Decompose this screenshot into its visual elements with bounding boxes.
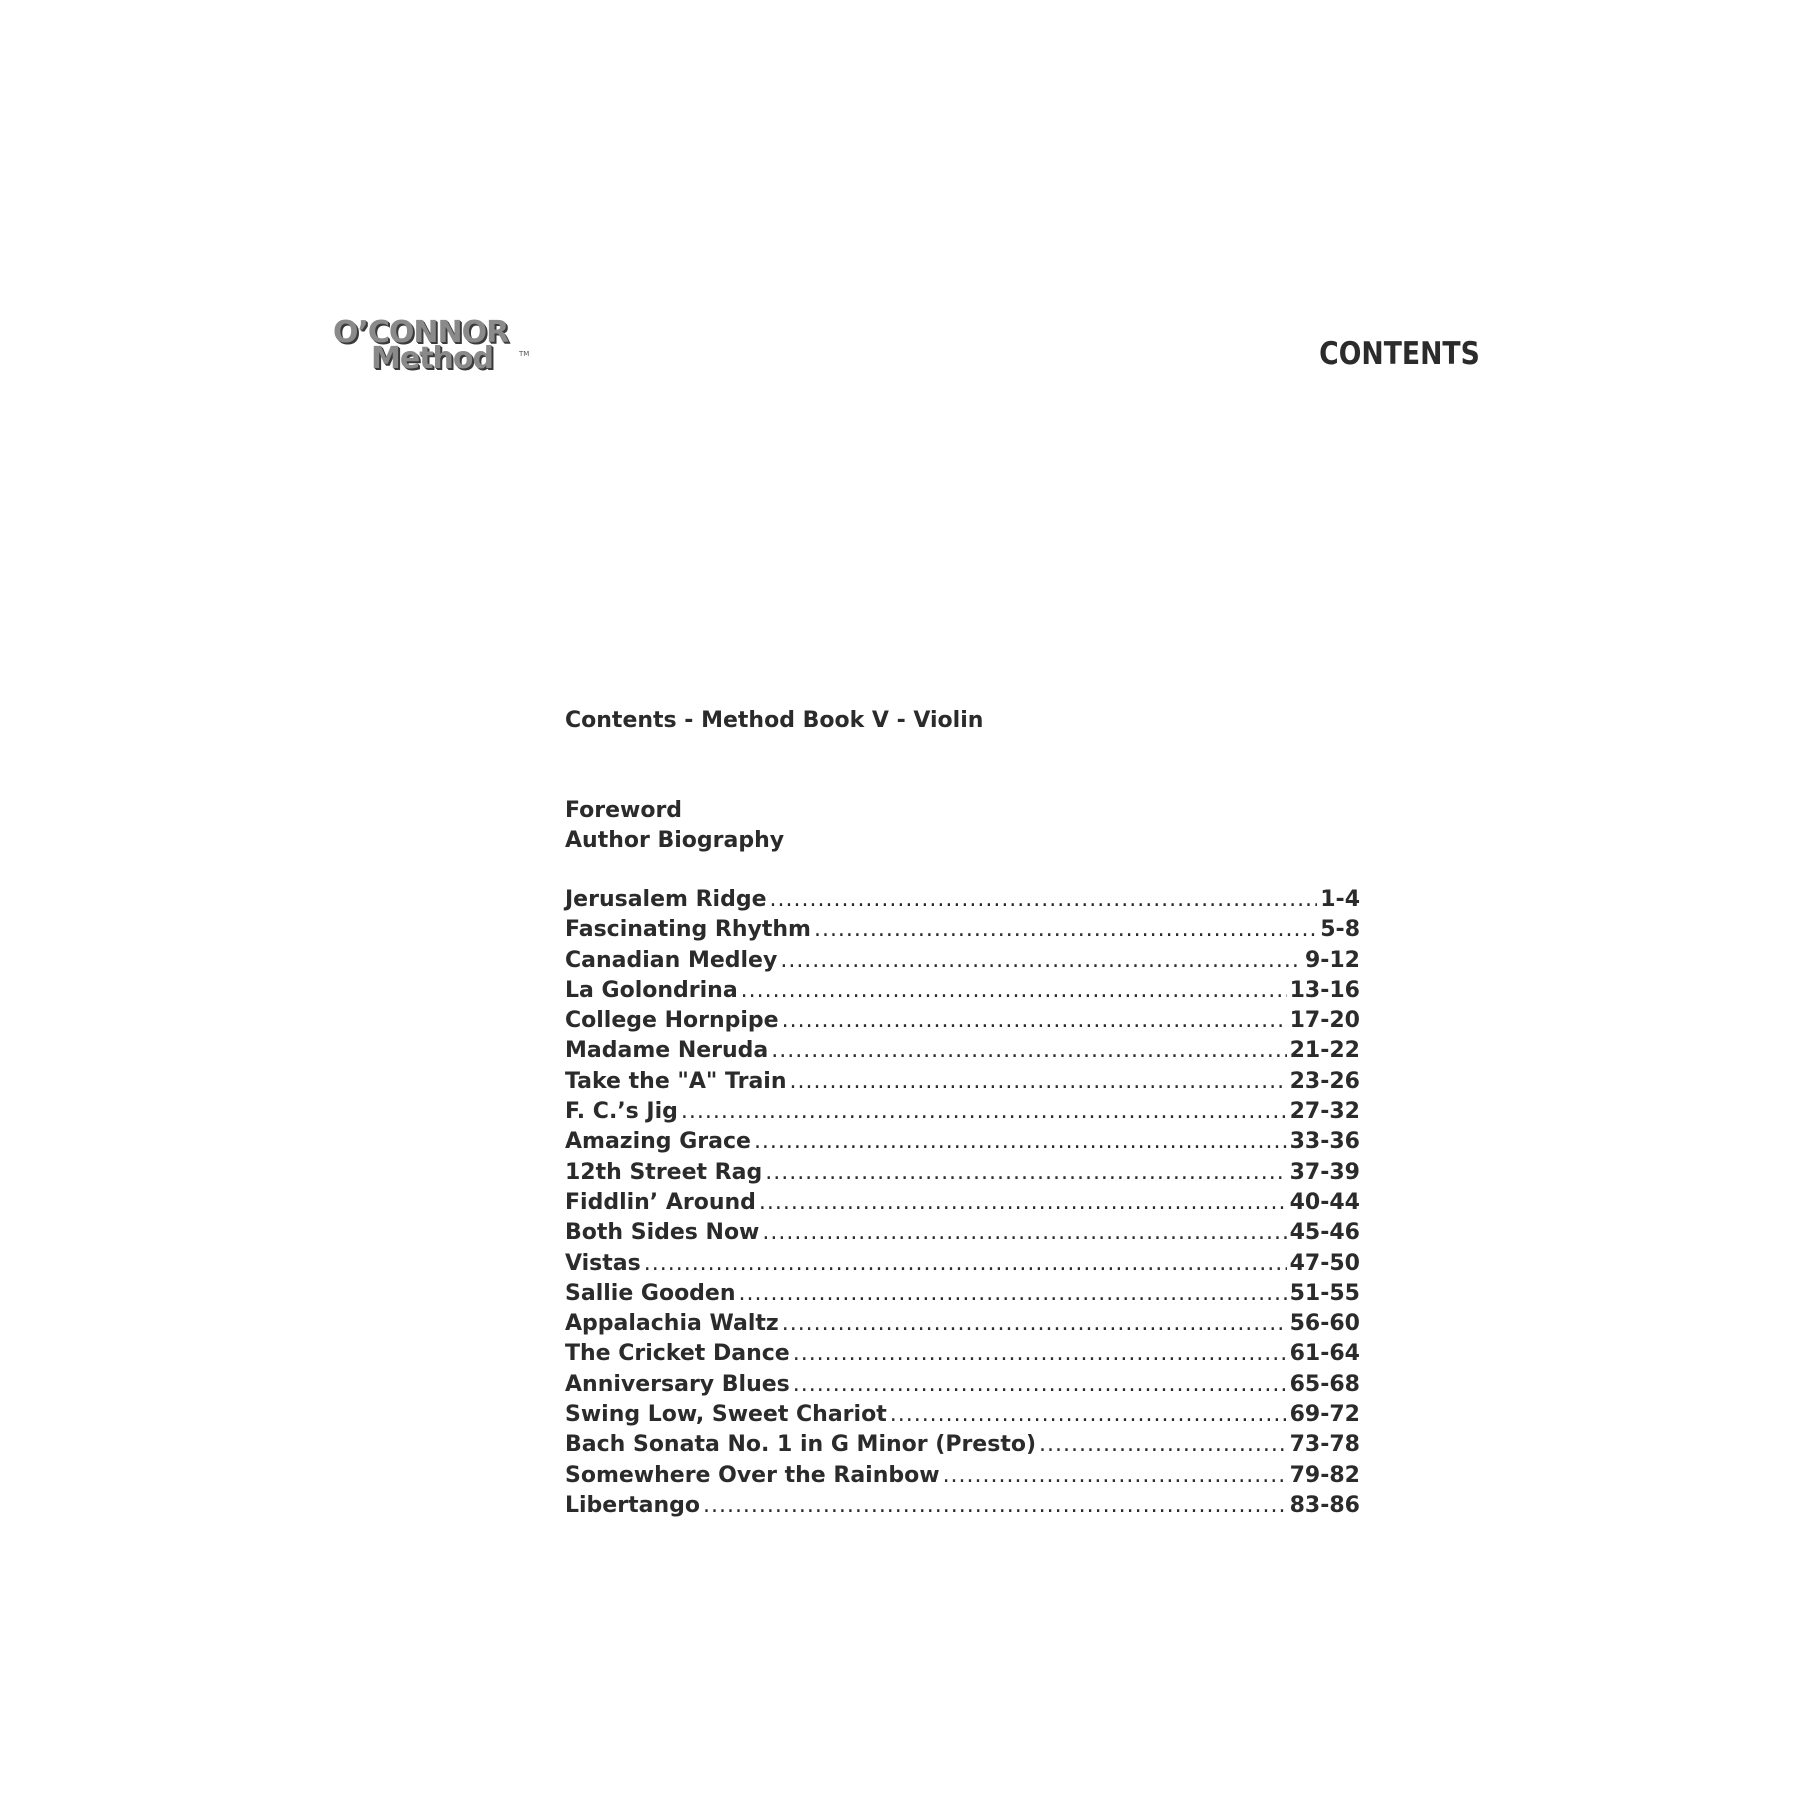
dot-leader (780, 946, 1302, 976)
toc-entry-title: Sallie Gooden (565, 1280, 736, 1306)
toc-entry (565, 1218, 1360, 1248)
toc-entry-title: Somewhere Over the Rainbow (565, 1462, 940, 1488)
dot-leader (793, 1370, 1287, 1400)
toc-entry-title: Both Sides Now (565, 1220, 760, 1246)
toc-entry-pages: 21-22 (1289, 1038, 1360, 1064)
toc-entry-pages: 33-36 (1289, 1129, 1360, 1155)
dot-leader (754, 1127, 1287, 1157)
toc-entry-pages: 13-16 (1289, 977, 1360, 1003)
dot-leader (739, 1279, 1287, 1309)
dot-leader (765, 1158, 1286, 1188)
toc-entry-pages: 23-26 (1289, 1068, 1360, 1094)
toc-entry (565, 885, 1360, 915)
toc-entry-list (565, 885, 1360, 1521)
toc-entry-title: Fascinating Rhythm (565, 917, 811, 943)
toc-entry-title: Jerusalem Ridge (565, 887, 767, 912)
toc-entry (565, 1097, 1360, 1127)
toc-entry (565, 1006, 1360, 1036)
dot-leader (782, 1309, 1287, 1339)
toc-entry-pages: 61-64 (1289, 1341, 1360, 1367)
toc-entry-title: Swing Low, Sweet Chariot (565, 1402, 887, 1428)
dot-leader (1039, 1430, 1287, 1460)
logo-trademark: TM (519, 350, 530, 358)
dot-leader (793, 1339, 1287, 1369)
toc-entry (565, 1339, 1360, 1369)
toc-entry (565, 915, 1360, 945)
toc-entry (565, 1370, 1360, 1400)
toc-entry-pages: 17-20 (1289, 1008, 1360, 1034)
oconnor-method-logo (333, 315, 563, 380)
toc-entry (565, 1430, 1360, 1460)
toc-entry-pages: 27-32 (1289, 1099, 1360, 1125)
dot-leader (644, 1249, 1287, 1279)
toc-entry-pages: 47-50 (1289, 1250, 1360, 1276)
toc-entry-pages: 65-68 (1289, 1371, 1360, 1397)
logo-text-method: Method (371, 341, 493, 376)
toc-entry-pages: 9-12 (1304, 947, 1360, 973)
front-matter-list (565, 796, 1360, 856)
table-of-contents (565, 706, 1360, 1521)
toc-entry-pages: 5-8 (1320, 917, 1360, 943)
toc-entry (565, 1127, 1360, 1157)
dot-leader (759, 1188, 1287, 1218)
toc-entry (565, 1067, 1360, 1097)
toc-entry (565, 1309, 1360, 1339)
toc-entry-title: 12th Street Rag (565, 1159, 763, 1185)
front-matter-item: Foreword (565, 798, 683, 823)
toc-title: Contents - Method Book V - Violin (565, 708, 984, 733)
toc-entry-title: Libertango (565, 1492, 700, 1518)
page-heading: CONTENTS (1319, 336, 1480, 372)
toc-entry (565, 946, 1360, 976)
dot-leader (703, 1491, 1287, 1521)
dot-leader (762, 1218, 1286, 1248)
toc-entry-pages: 69-72 (1289, 1402, 1360, 1428)
toc-entry-title: Anniversary Blues (565, 1371, 790, 1397)
toc-entry-pages: 79-82 (1289, 1462, 1360, 1488)
toc-entry (565, 1461, 1360, 1491)
toc-entry (565, 1036, 1360, 1066)
dot-leader (782, 1006, 1287, 1036)
dot-leader (943, 1461, 1287, 1491)
toc-entry-pages: 83-86 (1289, 1492, 1360, 1518)
toc-entry (565, 1491, 1360, 1521)
toc-entry-pages: 51-55 (1289, 1280, 1360, 1306)
toc-entry-pages: 1-4 (1320, 887, 1360, 912)
toc-entry-pages: 40-44 (1289, 1189, 1360, 1215)
toc-entry (565, 1279, 1360, 1309)
logo-text-oconnor: O’CONNOR (333, 315, 509, 350)
toc-entry-pages: 73-78 (1289, 1432, 1360, 1458)
front-matter-item: Author Biography (565, 828, 785, 853)
dot-leader (814, 915, 1317, 945)
toc-entry (565, 976, 1360, 1006)
dot-leader (890, 1400, 1287, 1430)
toc-entry-title: Appalachia Waltz (565, 1311, 779, 1337)
toc-entry-title: Bach Sonata No. 1 in G Minor (Presto) (565, 1432, 1037, 1458)
toc-entry (565, 1249, 1360, 1279)
toc-entry-title: Amazing Grace (565, 1129, 751, 1155)
toc-entry (565, 1188, 1360, 1218)
toc-entry (565, 1158, 1360, 1188)
toc-entry-title: Take the "A" Train (565, 1068, 787, 1094)
toc-entry-title: F. C.’s Jig (565, 1099, 678, 1125)
dot-leader (790, 1067, 1287, 1097)
toc-entry-pages: 45-46 (1289, 1220, 1360, 1246)
dot-leader (741, 976, 1287, 1006)
dot-leader (681, 1097, 1287, 1127)
toc-entry-title: Fiddlin’ Around (565, 1189, 756, 1215)
toc-entry-title: La Golondrina (565, 977, 738, 1003)
toc-entry-title: Canadian Medley (565, 947, 778, 973)
toc-entry (565, 1400, 1360, 1430)
toc-entry-title: Madame Neruda (565, 1038, 769, 1064)
dot-leader (771, 1036, 1286, 1066)
toc-entry-pages: 56-60 (1289, 1311, 1360, 1337)
dot-leader (770, 885, 1318, 915)
toc-entry-title: Vistas (565, 1250, 641, 1276)
toc-entry-title: College Hornpipe (565, 1008, 779, 1034)
toc-entry-title: The Cricket Dance (565, 1341, 790, 1367)
toc-entry-pages: 37-39 (1289, 1159, 1360, 1185)
